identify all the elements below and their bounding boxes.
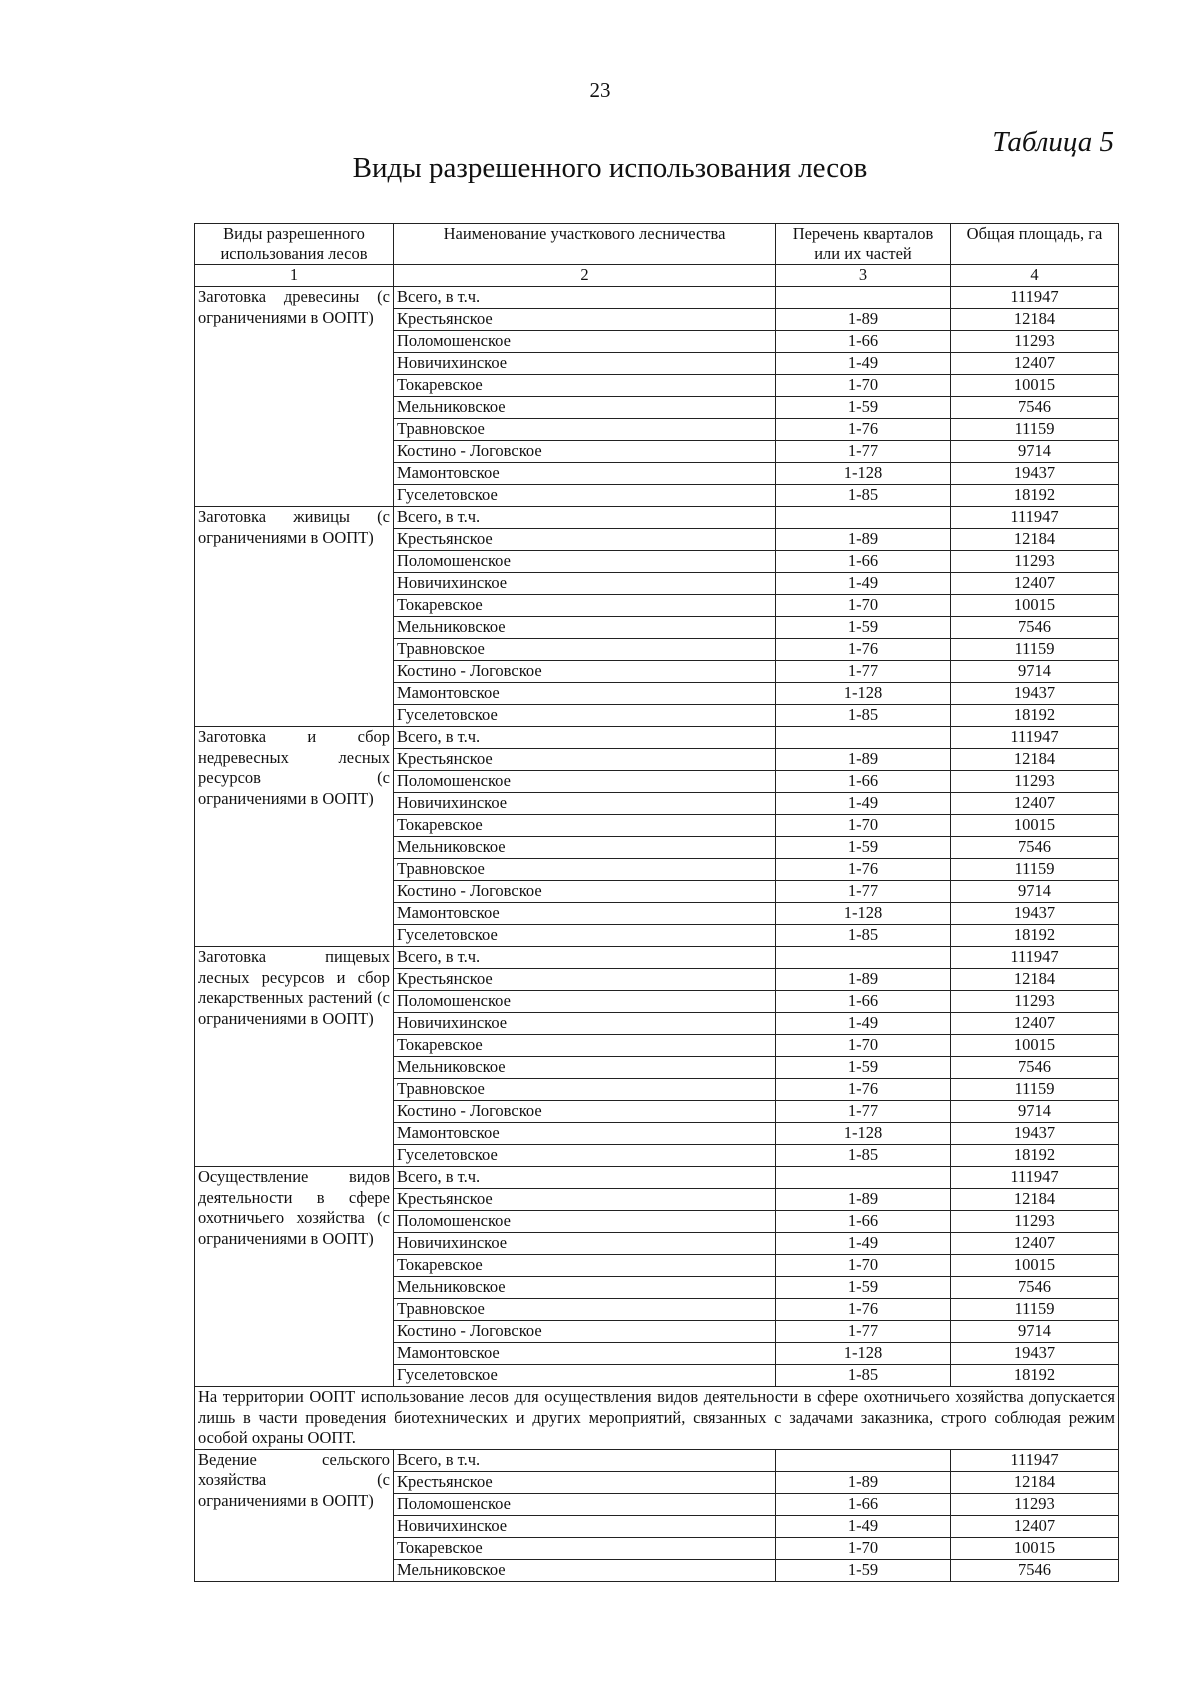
area-value: 111947: [951, 287, 1119, 309]
usage-kind: Осуществление видов деятельности в сфере охотничьего хозяйства (с ограничениями в ООПТ): [195, 1167, 394, 1387]
forestry-name: Мельниковское: [394, 1277, 776, 1299]
area-value: 12407: [951, 353, 1119, 375]
quarters-list: 1-59: [776, 1057, 951, 1079]
area-value: 111947: [951, 1167, 1119, 1189]
quarters-list: 1-77: [776, 881, 951, 903]
quarters-list: 1-85: [776, 705, 951, 727]
table-row: [195, 727, 1119, 749]
forestry-name: Костино - Логовское: [394, 661, 776, 683]
note-row: [195, 1387, 1119, 1450]
area-value: 9714: [951, 1101, 1119, 1123]
forestry-name: Всего, в т.ч.: [394, 947, 776, 969]
forestry-name: Мельниковское: [394, 397, 776, 419]
quarters-list: 1-128: [776, 1343, 951, 1365]
area-value: 18192: [951, 485, 1119, 507]
area-value: 11159: [951, 859, 1119, 881]
table-row: [195, 947, 1119, 969]
area-value: 9714: [951, 1321, 1119, 1343]
quarters-list: [776, 287, 951, 309]
quarters-list: 1-77: [776, 1321, 951, 1343]
header-kind: Виды разрешенного использования лесов: [195, 224, 394, 265]
forestry-name: Гуселетовское: [394, 705, 776, 727]
header-row: [195, 224, 1119, 265]
area-value: 12407: [951, 1233, 1119, 1255]
forestry-name: Гуселетовское: [394, 1145, 776, 1167]
area-value: 12184: [951, 529, 1119, 551]
area-value: 11159: [951, 419, 1119, 441]
quarters-list: [776, 1167, 951, 1189]
area-value: 7546: [951, 1559, 1119, 1581]
quarters-list: 1-66: [776, 991, 951, 1013]
page-title: Виды разрешенного использования лесов: [352, 152, 868, 184]
forestry-name: Новичихинское: [394, 793, 776, 815]
quarters-list: 1-89: [776, 749, 951, 771]
area-value: 19437: [951, 463, 1119, 485]
area-value: 10015: [951, 375, 1119, 397]
area-value: 11293: [951, 1211, 1119, 1233]
column-number: 3: [776, 265, 951, 287]
area-value: 12407: [951, 793, 1119, 815]
quarters-list: 1-77: [776, 1101, 951, 1123]
area-value: 12184: [951, 749, 1119, 771]
area-value: 12407: [951, 1013, 1119, 1035]
area-value: 9714: [951, 441, 1119, 463]
forestry-name: Токаревское: [394, 1035, 776, 1057]
quarters-list: 1-66: [776, 1211, 951, 1233]
forestry-name: Мамонтовское: [394, 1123, 776, 1145]
table-row: [195, 1167, 1119, 1189]
forestry-name: Поломошенское: [394, 331, 776, 353]
table-body: [195, 287, 1119, 1582]
area-value: 111947: [951, 1449, 1119, 1471]
header-quarters: Перечень кварталов или их частей: [776, 224, 951, 265]
area-value: 11159: [951, 1079, 1119, 1101]
quarters-list: 1-49: [776, 353, 951, 375]
forestry-name: Мельниковское: [394, 1057, 776, 1079]
forestry-name: Всего, в т.ч.: [394, 287, 776, 309]
quarters-list: 1-70: [776, 1537, 951, 1559]
forestry-name: Гуселетовское: [394, 1365, 776, 1387]
area-value: 11159: [951, 1299, 1119, 1321]
quarters-list: 1-128: [776, 683, 951, 705]
area-value: 11293: [951, 331, 1119, 353]
forestry-name: Новичихинское: [394, 353, 776, 375]
forestry-name: Крестьянское: [394, 1189, 776, 1211]
area-value: 7546: [951, 1277, 1119, 1299]
area-value: 12184: [951, 1471, 1119, 1493]
quarters-list: 1-89: [776, 969, 951, 991]
area-value: 10015: [951, 1255, 1119, 1277]
quarters-list: 1-85: [776, 925, 951, 947]
column-number: 2: [394, 265, 776, 287]
forestry-name: Поломошенское: [394, 551, 776, 573]
area-value: 111947: [951, 947, 1119, 969]
quarters-list: 1-49: [776, 793, 951, 815]
area-value: 9714: [951, 661, 1119, 683]
forestry-name: Крестьянское: [394, 1471, 776, 1493]
forestry-name: Крестьянское: [394, 309, 776, 331]
forestry-name: Новичихинское: [394, 1515, 776, 1537]
quarters-list: 1-49: [776, 1515, 951, 1537]
quarters-list: 1-59: [776, 617, 951, 639]
quarters-list: 1-66: [776, 331, 951, 353]
quarters-list: 1-128: [776, 903, 951, 925]
quarters-list: 1-77: [776, 661, 951, 683]
forestry-name: Поломошенское: [394, 991, 776, 1013]
area-value: 9714: [951, 881, 1119, 903]
page-number: 23: [589, 78, 611, 102]
quarters-list: 1-89: [776, 529, 951, 551]
forestry-name: Всего, в т.ч.: [394, 1449, 776, 1471]
column-number: 4: [951, 265, 1119, 287]
area-value: 12184: [951, 1189, 1119, 1211]
forestry-name: Крестьянское: [394, 749, 776, 771]
area-value: 11293: [951, 551, 1119, 573]
quarters-list: 1-76: [776, 639, 951, 661]
area-value: 111947: [951, 727, 1119, 749]
quarters-list: 1-89: [776, 1189, 951, 1211]
forestry-name: Всего, в т.ч.: [394, 727, 776, 749]
area-value: 10015: [951, 1537, 1119, 1559]
quarters-list: 1-128: [776, 1123, 951, 1145]
area-value: 12184: [951, 969, 1119, 991]
forestry-name: Костино - Логовское: [394, 441, 776, 463]
quarters-list: 1-89: [776, 1471, 951, 1493]
quarters-list: [776, 727, 951, 749]
forestry-name: Костино - Логовское: [394, 881, 776, 903]
quarters-list: 1-70: [776, 375, 951, 397]
area-value: 12407: [951, 1515, 1119, 1537]
quarters-list: 1-85: [776, 1145, 951, 1167]
forestry-name: Костино - Логовское: [394, 1101, 776, 1123]
quarters-list: 1-59: [776, 1559, 951, 1581]
column-number: 1: [195, 265, 394, 287]
forestry-name: Травновское: [394, 1299, 776, 1321]
table-row: [195, 507, 1119, 529]
quarters-list: [776, 947, 951, 969]
forestry-name: Травновское: [394, 1079, 776, 1101]
column-number-row: [195, 265, 1119, 287]
area-value: 7546: [951, 1057, 1119, 1079]
forestry-name: Токаревское: [394, 595, 776, 617]
quarters-list: 1-59: [776, 397, 951, 419]
area-value: 10015: [951, 1035, 1119, 1057]
area-value: 12184: [951, 309, 1119, 331]
quarters-list: 1-85: [776, 485, 951, 507]
area-value: 11293: [951, 1493, 1119, 1515]
quarters-list: 1-70: [776, 595, 951, 617]
quarters-list: 1-59: [776, 1277, 951, 1299]
quarters-list: 1-128: [776, 463, 951, 485]
forestry-name: Поломошенское: [394, 1211, 776, 1233]
area-value: 19437: [951, 1343, 1119, 1365]
area-value: 12407: [951, 573, 1119, 595]
usage-table: [194, 223, 1119, 1582]
area-value: 18192: [951, 1365, 1119, 1387]
quarters-list: 1-66: [776, 1493, 951, 1515]
forestry-name: Токаревское: [394, 1537, 776, 1559]
quarters-list: 1-85: [776, 1365, 951, 1387]
forestry-name: Токаревское: [394, 375, 776, 397]
table-label: Таблица 5: [992, 126, 1114, 158]
usage-kind: Заготовка пищевых лесных ресурсов и сбор лекарственных растений (с ограничениями в ООПТ): [195, 947, 394, 1167]
forestry-name: Токаревское: [394, 1255, 776, 1277]
quarters-list: 1-66: [776, 771, 951, 793]
table-row: [195, 287, 1119, 309]
quarters-list: [776, 1449, 951, 1471]
forestry-name: Мельниковское: [394, 617, 776, 639]
usage-kind: Ведение сельского хозяйства (с ограничениями в ООПТ): [195, 1449, 394, 1581]
forestry-name: Крестьянское: [394, 529, 776, 551]
usage-kind: Заготовка и сбор недревесных лесных ресурсов (с ограничениями в ООПТ): [195, 727, 394, 947]
forestry-name: Крестьянское: [394, 969, 776, 991]
header-forestry: Наименование участкового лесничества: [394, 224, 776, 265]
area-value: 7546: [951, 837, 1119, 859]
quarters-list: [776, 507, 951, 529]
forestry-name: Поломошенское: [394, 1493, 776, 1515]
quarters-list: 1-70: [776, 1035, 951, 1057]
area-value: 11293: [951, 771, 1119, 793]
area-value: 19437: [951, 1123, 1119, 1145]
quarters-list: 1-49: [776, 1233, 951, 1255]
forestry-name: Новичихинское: [394, 1013, 776, 1035]
quarters-list: 1-89: [776, 309, 951, 331]
quarters-list: 1-76: [776, 419, 951, 441]
quarters-list: 1-70: [776, 1255, 951, 1277]
area-value: 10015: [951, 595, 1119, 617]
forestry-name: Мамонтовское: [394, 683, 776, 705]
forestry-name: Гуселетовское: [394, 925, 776, 947]
quarters-list: 1-59: [776, 837, 951, 859]
area-value: 18192: [951, 705, 1119, 727]
area-value: 11293: [951, 991, 1119, 1013]
area-value: 111947: [951, 507, 1119, 529]
forestry-name: Новичихинское: [394, 573, 776, 595]
forestry-name: Новичихинское: [394, 1233, 776, 1255]
quarters-list: 1-70: [776, 815, 951, 837]
header-area: Общая площадь, га: [951, 224, 1119, 265]
quarters-list: 1-76: [776, 1079, 951, 1101]
forestry-name: Поломошенское: [394, 771, 776, 793]
area-value: 7546: [951, 397, 1119, 419]
forestry-name: Мамонтовское: [394, 1343, 776, 1365]
forestry-name: Всего, в т.ч.: [394, 1167, 776, 1189]
forestry-name: Всего, в т.ч.: [394, 507, 776, 529]
forestry-name: Мельниковское: [394, 837, 776, 859]
forestry-name: Костино - Логовское: [394, 1321, 776, 1343]
forestry-name: Токаревское: [394, 815, 776, 837]
forestry-name: Травновское: [394, 859, 776, 881]
area-value: 10015: [951, 815, 1119, 837]
area-value: 7546: [951, 617, 1119, 639]
hunting-note: На территории ООПТ использование лесов для осуществления видов деятельности в сфере охотничьего хозяйства допускается лишь в части проведения биотехнических и других мероприятий, связанных с задачами заказника, строго соблюдая режим особой охраны ООПТ.: [195, 1387, 1119, 1450]
quarters-list: 1-76: [776, 859, 951, 881]
quarters-list: 1-76: [776, 1299, 951, 1321]
forestry-name: Мамонтовское: [394, 903, 776, 925]
area-value: 18192: [951, 1145, 1119, 1167]
area-value: 19437: [951, 903, 1119, 925]
quarters-list: 1-77: [776, 441, 951, 463]
area-value: 11159: [951, 639, 1119, 661]
usage-kind: Заготовка древесины (с ограничениями в ООПТ): [195, 287, 394, 507]
area-value: 18192: [951, 925, 1119, 947]
table-row: [195, 1449, 1119, 1471]
area-value: 19437: [951, 683, 1119, 705]
forestry-name: Травновское: [394, 639, 776, 661]
quarters-list: 1-49: [776, 1013, 951, 1035]
forestry-name: Мельниковское: [394, 1559, 776, 1581]
forestry-name: Гуселетовское: [394, 485, 776, 507]
quarters-list: 1-49: [776, 573, 951, 595]
usage-kind: Заготовка живицы (с ограничениями в ООПТ): [195, 507, 394, 727]
quarters-list: 1-66: [776, 551, 951, 573]
forestry-name: Травновское: [394, 419, 776, 441]
forestry-name: Мамонтовское: [394, 463, 776, 485]
